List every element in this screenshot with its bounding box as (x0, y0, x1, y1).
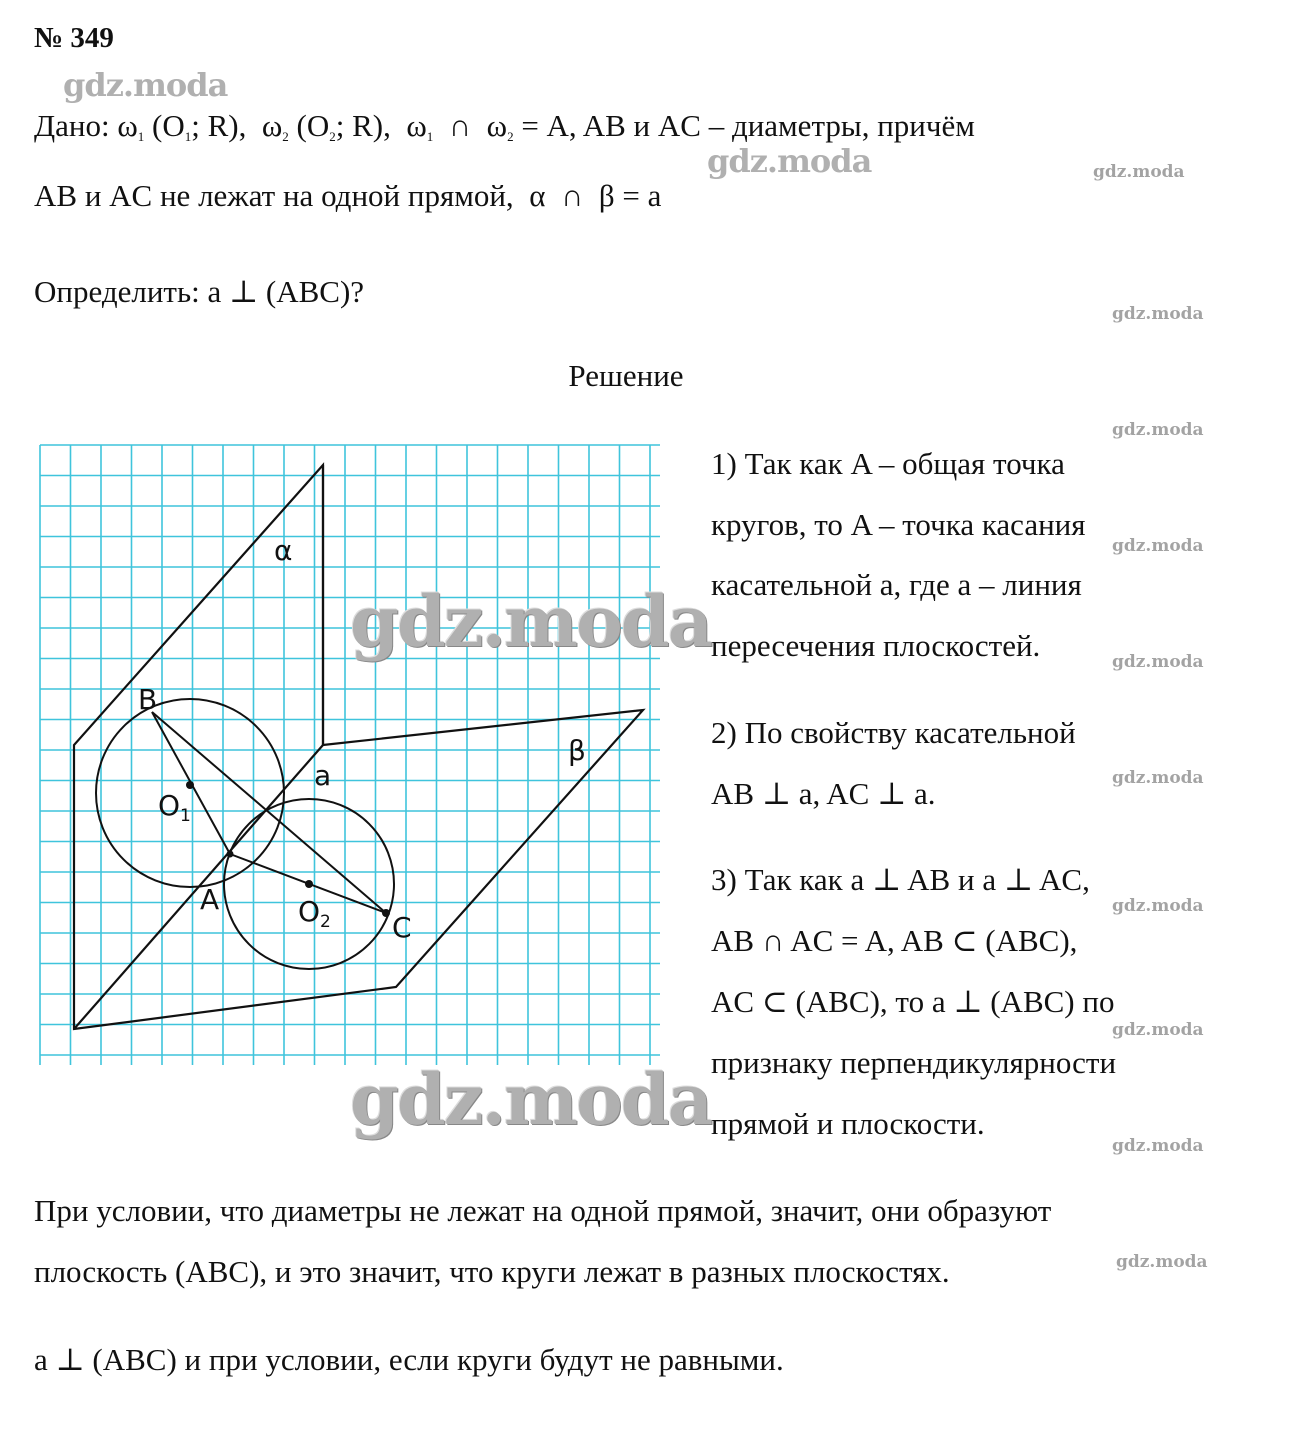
point-c (382, 909, 390, 917)
omega1-subscript: 1 (137, 129, 145, 144)
label-o2-sub: 2 (320, 912, 331, 932)
step-line: 3) Так как a ⊥ AB и a ⊥ AC, (711, 862, 1090, 897)
solution-heading: Решение (568, 358, 684, 393)
alpha-symbol: α (529, 178, 546, 213)
step-line: признаку перпендикулярности (711, 1045, 1117, 1080)
inter-omega1-subscript: 1 (426, 129, 434, 144)
label-o1 (158, 789, 191, 826)
given-label: Дано: (34, 108, 110, 143)
step-line: пересечения плоскостей. (711, 628, 1041, 663)
point-o2 (305, 880, 313, 888)
step-line: AB ⊥ a, AC ⊥ a. (711, 776, 936, 811)
inter-omega2: ω (486, 108, 508, 143)
label-o1-sub: 1 (180, 806, 191, 826)
o2-subscript: 2 (329, 129, 336, 144)
omega1-def-open: (O (152, 108, 185, 143)
omega2-subscript: 2 (282, 129, 289, 144)
step-line: кругов, то A – точка касания (711, 507, 1086, 542)
o1-subscript: 1 (184, 129, 192, 144)
given-line-1 (34, 110, 975, 143)
label-o1-letter: O (158, 789, 181, 822)
geometry-figure (30, 435, 670, 1070)
omega1-def-close: ; R), (191, 108, 247, 143)
given-line-2 (34, 180, 661, 211)
inter-omega1: ω (406, 108, 427, 143)
label-alpha: α (274, 534, 293, 567)
plane-alpha (74, 465, 643, 1029)
watermark-large: gdz.moda (350, 580, 712, 663)
point-o1 (186, 781, 194, 789)
intersection-symbol-2: ∩ (560, 178, 584, 213)
step-line: касательной a, где a – линия (711, 567, 1082, 602)
watermark: gdz.moda (1116, 1252, 1208, 1272)
watermark: gdz.moda (1112, 536, 1204, 556)
watermark-large: gdz.moda (350, 1058, 712, 1141)
grid (40, 445, 660, 1065)
label-o2-letter: O (298, 895, 321, 928)
watermark: gdz.moda (1112, 1136, 1204, 1156)
omega2-def-open: (O (296, 108, 330, 143)
label-o2 (298, 895, 331, 932)
step-line: AB ∩ AC = A, AB ⊂ (ABC), (711, 923, 1078, 958)
omega2-symbol: ω (261, 108, 283, 143)
omega2-def-close: ; R), (335, 108, 391, 143)
label-a: a (314, 759, 332, 792)
conclusion-line: При условии, что диаметры не лежат на одной прямой, значит, они образуют (34, 1193, 1052, 1228)
step-line: AC ⊂ (ABC), то a ⊥ (ABC) по (711, 984, 1115, 1019)
watermark: gdz.moda (1112, 768, 1204, 788)
beta-symbol: β (598, 178, 615, 213)
intersection-symbol: ∩ (448, 108, 472, 143)
problem-number: № 349 (34, 22, 114, 54)
step-line: 2) По свойству касательной (711, 715, 1076, 750)
watermark: gdz.moda (1112, 304, 1204, 324)
watermark: gdz.moda (1112, 1020, 1204, 1040)
omega1-symbol: ω (117, 108, 138, 143)
label-c: C (392, 911, 412, 944)
conclusion-line: a ⊥ (ABC) и при условии, если круги будут не равными. (34, 1342, 784, 1377)
given-line-2-text: AB и AC не лежат на одной прямой, (34, 178, 514, 213)
watermark: gdz.moda (1093, 162, 1185, 182)
label-a-point: A (200, 883, 220, 916)
watermark: gdz.moda (707, 142, 872, 180)
watermark: gdz.moda (63, 66, 228, 104)
label-b: B (138, 683, 158, 716)
given-line-2-end: = a (622, 178, 662, 213)
step-line: прямой и плоскости. (711, 1106, 985, 1141)
conclusion-line: плоскость (ABC), и это значит, что круги лежат в разных плоскостях. (34, 1254, 950, 1289)
given-line-1-rest: = A, AB и AC – диаметры, причём (521, 108, 975, 143)
point-a (227, 851, 234, 858)
watermark: gdz.moda (1112, 420, 1204, 440)
watermark: gdz.moda (1112, 896, 1204, 916)
watermark: gdz.moda (1112, 652, 1204, 672)
inter-omega2-subscript: 2 (507, 129, 514, 144)
circle-omega1 (96, 699, 284, 887)
find-statement: Определить: a ⊥ (ABC)? (34, 274, 365, 309)
step-line: 1) Так как A – общая точка (711, 446, 1065, 481)
label-beta: β (568, 734, 586, 767)
